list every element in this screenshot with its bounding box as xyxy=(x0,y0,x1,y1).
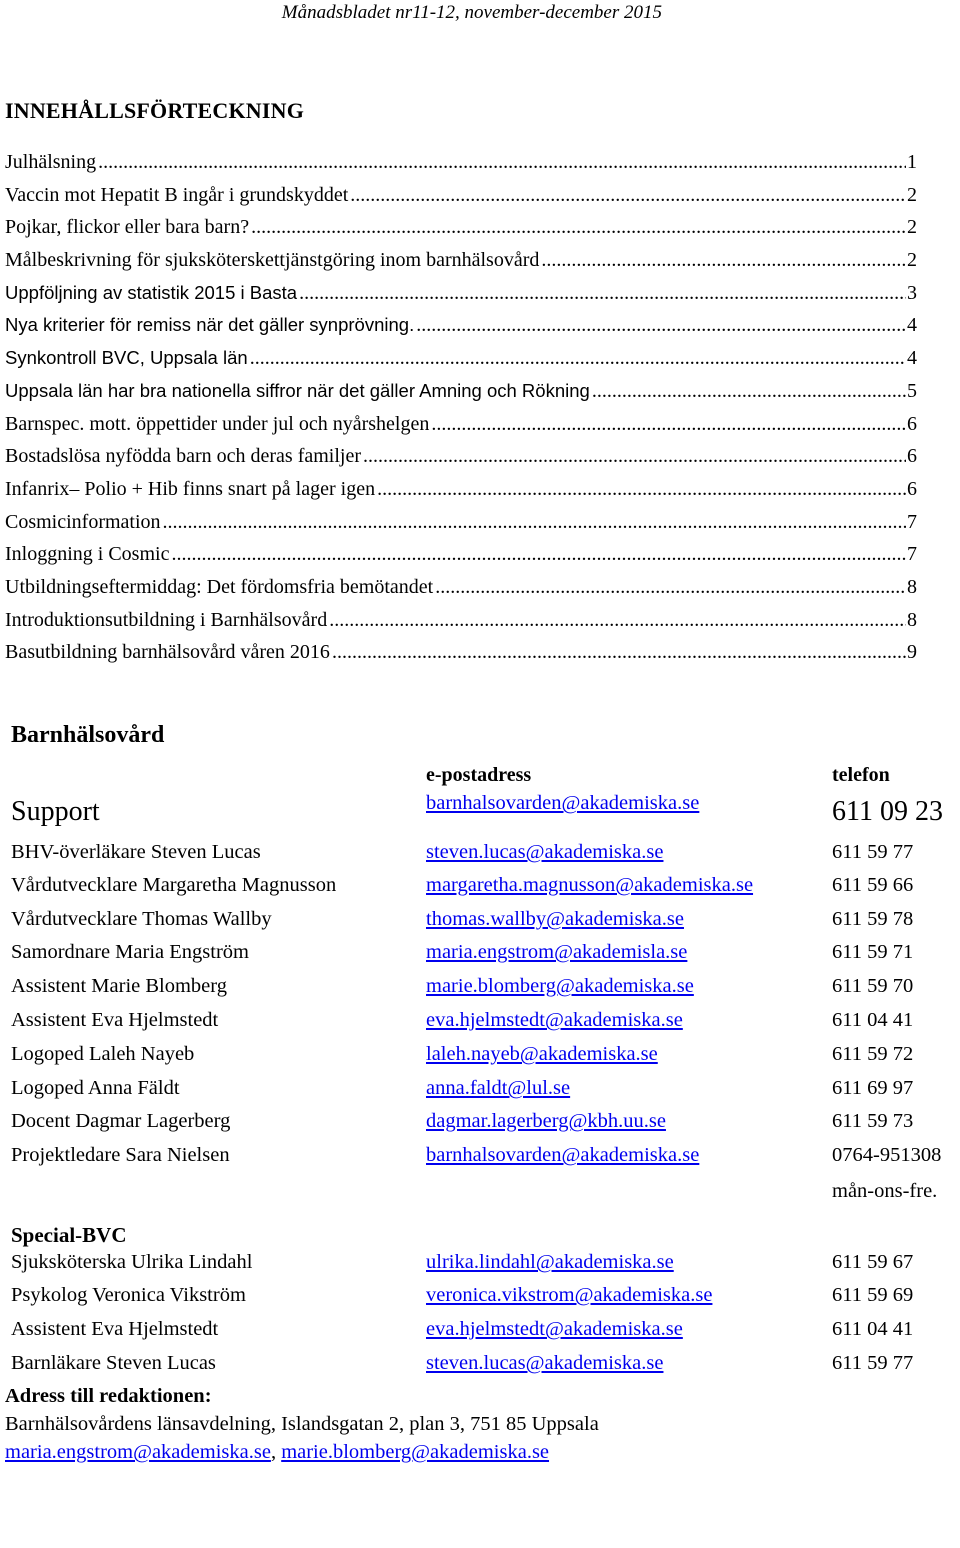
contact-name: Docent Dagmar Lagerberg xyxy=(11,1110,231,1132)
toc-leader xyxy=(98,151,906,174)
contact-name: Assistent Eva Hjelmstedt xyxy=(11,1009,219,1031)
toc-leader xyxy=(250,347,906,370)
toc-title: INNEHÅLLSFÖRTECKNING xyxy=(5,98,305,123)
contact-email-link[interactable]: margaretha.magnusson@akademiska.se xyxy=(426,874,754,896)
toc-item-page: 2 xyxy=(907,183,917,206)
contact-email-link[interactable]: barnhalsovarden@akademiska.se xyxy=(426,792,700,814)
special-contact-row xyxy=(11,1318,960,1351)
contact-email-link[interactable]: steven.lucas@akademiska.se xyxy=(426,841,664,863)
address-title-colon: : xyxy=(204,1385,212,1407)
address-emails xyxy=(5,1441,549,1464)
contact-email-link[interactable]: eva.hjelmstedt@akademiska.se xyxy=(426,1009,683,1031)
toc-item-title: Utbildningseftermiddag: Det fördomsfria bemötandet xyxy=(5,575,434,598)
contact-phone: 611 59 77 xyxy=(832,1352,914,1374)
toc-item-page: 9 xyxy=(907,641,917,664)
contact-name: Vårdutvecklare Margaretha Magnusson xyxy=(11,874,337,896)
toc-item-title: Infanrix– Polio + Hib finns snart på lager igen xyxy=(5,477,376,500)
toc-item[interactable] xyxy=(5,413,917,446)
contact-phone: 611 59 67 xyxy=(832,1251,914,1273)
toc-item-page: 8 xyxy=(907,575,917,598)
toc-item-page: 2 xyxy=(907,249,917,272)
toc-item-title: Bostadslösa nyfödda barn och deras familjer xyxy=(5,445,362,468)
toc-item-page: 5 xyxy=(907,379,917,402)
contact-email-link[interactable]: thomas.wallby@akademiska.se xyxy=(426,908,684,930)
toc-leader xyxy=(541,249,906,272)
toc-item-title: Synkontroll BVC, Uppsala län xyxy=(5,347,248,369)
contact-email-link[interactable]: veronica.vikstrom@akademiska.se xyxy=(426,1284,713,1306)
special-contact-row xyxy=(11,1352,960,1385)
contact-row xyxy=(11,975,960,1008)
toc-item[interactable] xyxy=(5,445,917,478)
contact-email-link[interactable]: dagmar.lagerberg@kbh.uu.se xyxy=(426,1110,666,1132)
toc-item[interactable] xyxy=(5,249,917,282)
contact-row xyxy=(11,1110,960,1143)
contact-phone: 611 59 69 xyxy=(832,1284,914,1306)
email-separator: , xyxy=(270,1441,282,1463)
contact-phone: 0764-951308 xyxy=(832,1144,942,1166)
contact-name: Assistent Eva Hjelmstedt xyxy=(11,1318,219,1340)
contact-phone: 611 04 41 xyxy=(832,1318,914,1340)
toc-item-title: Uppsala län har bra nationella siffror när det gäller Amning och Rökning xyxy=(5,379,590,401)
toc-item[interactable] xyxy=(5,478,917,511)
contact-phone: 611 59 71 xyxy=(832,941,914,963)
contact-row xyxy=(11,841,960,874)
toc-item-page: 6 xyxy=(907,477,917,500)
toc-leader xyxy=(416,314,906,337)
toc-item-title: Barnspec. mott. öppettider under jul och nyårshelgen xyxy=(5,412,430,435)
toc-item-page: 7 xyxy=(907,510,917,533)
contact-name: Logoped Anna Fäldt xyxy=(11,1077,180,1099)
toc-item-page: 7 xyxy=(907,543,917,566)
contact-row xyxy=(11,1144,960,1177)
toc-item-title: Cosmicinformation xyxy=(5,510,161,533)
toc-item-title: Nya kriterier för remiss när det gäller synprövning. xyxy=(5,314,415,336)
toc-item-title: Vaccin mot Hepatit B ingår i grundskyddet xyxy=(5,183,349,206)
table-of-contents xyxy=(5,151,917,674)
contact-name: Support xyxy=(11,796,100,827)
toc-item-title: Pojkar, flickor eller bara barn? xyxy=(5,216,250,239)
contact-email-link[interactable]: marie.blomberg@akademiska.se xyxy=(426,975,694,997)
toc-item-page: 3 xyxy=(907,281,917,304)
email-column-header: e-postadress xyxy=(426,764,532,786)
contact-name: Samordnare Maria Engström xyxy=(11,941,249,963)
contact-row xyxy=(11,1077,960,1110)
contact-row xyxy=(11,908,960,941)
contact-phone: 611 09 23 xyxy=(832,796,943,827)
toc-leader xyxy=(171,543,906,566)
contact-name: Projektledare Sara Nielsen xyxy=(11,1144,230,1166)
special-bvc-title: Special-BVC xyxy=(11,1223,127,1247)
toc-leader xyxy=(329,609,906,632)
contact-row xyxy=(11,1009,960,1042)
address-line: Barnhälsovårdens länsavdelning, Islandsgatan 2, plan 3, 751 85 Uppsala xyxy=(5,1413,599,1435)
special-contact-row xyxy=(11,1284,960,1317)
toc-item-title: Uppföljning av statistik 2015 i Basta xyxy=(5,281,298,303)
toc-item[interactable] xyxy=(5,543,917,576)
toc-item-title: Introduktionsutbildning i Barnhälsovård xyxy=(5,608,328,631)
toc-item-page: 8 xyxy=(907,608,917,631)
toc-leader xyxy=(350,184,906,207)
toc-item[interactable] xyxy=(5,151,917,184)
toc-item-title: Basutbildning barnhälsovård våren 2016 xyxy=(5,641,330,664)
toc-item[interactable] xyxy=(5,511,917,544)
contact-name: Sjuksköterska Ulrika Lindahl xyxy=(11,1251,253,1273)
contact-email-link[interactable]: steven.lucas@akademiska.se xyxy=(426,1352,664,1374)
contact-phone: 611 59 72 xyxy=(832,1043,914,1065)
toc-item-page: 6 xyxy=(907,412,917,435)
availability-note: mån-ons-fre. xyxy=(832,1180,938,1202)
contact-name: Assistent Marie Blomberg xyxy=(11,975,227,997)
editor-email-link[interactable]: maria.engstrom@akademiska.se xyxy=(5,1441,271,1463)
toc-item[interactable] xyxy=(5,347,917,380)
contact-phone: 611 04 41 xyxy=(832,1009,914,1031)
contact-name: Barnläkare Steven Lucas xyxy=(11,1352,216,1374)
toc-leader xyxy=(163,511,906,534)
special-contact-row xyxy=(11,1251,960,1284)
toc-item[interactable] xyxy=(5,184,917,217)
section-title: Barnhälsovård xyxy=(11,722,165,748)
page-header: Månadsbladet nr11-12, november-december 2015 xyxy=(281,2,662,23)
contact-phone: 611 59 78 xyxy=(832,908,914,930)
toc-item-page: 4 xyxy=(907,347,917,370)
toc-leader xyxy=(299,282,906,305)
toc-item-page: 2 xyxy=(907,216,917,239)
toc-item[interactable] xyxy=(5,216,917,249)
contact-phone: 611 59 70 xyxy=(832,975,914,997)
contact-row xyxy=(11,1043,960,1076)
contact-email-link[interactable]: barnhalsovarden@akademiska.se xyxy=(426,1144,700,1166)
toc-item[interactable] xyxy=(5,314,917,347)
editor-email-link[interactable]: marie.blomberg@akademiska.se xyxy=(281,1441,550,1463)
contact-phone: 611 69 97 xyxy=(832,1077,914,1099)
contact-phone: 611 59 66 xyxy=(832,874,914,896)
contact-name: Logoped Laleh Nayeb xyxy=(11,1043,195,1065)
contact-phone: 611 59 73 xyxy=(832,1110,914,1132)
toc-leader xyxy=(332,641,906,664)
phone-column-header: telefon xyxy=(832,764,890,786)
toc-leader xyxy=(377,478,906,501)
support-row xyxy=(11,792,960,833)
contact-name: BHV-överläkare Steven Lucas xyxy=(11,841,261,863)
toc-item-page: 4 xyxy=(907,314,917,337)
contact-row xyxy=(11,941,960,974)
toc-leader xyxy=(251,216,906,239)
contact-email-link[interactable]: ulrika.lindahl@akademiska.se xyxy=(426,1251,674,1273)
contact-email-link[interactable]: maria.engstrom@akademisla.se xyxy=(426,941,688,963)
contact-email-link[interactable]: laleh.nayeb@akademiska.se xyxy=(426,1043,658,1065)
toc-leader xyxy=(363,445,906,468)
toc-item-title: Julhälsning xyxy=(5,151,97,173)
address-title-text: Adress till redaktionen xyxy=(5,1385,205,1407)
toc-item[interactable] xyxy=(5,641,917,674)
toc-item-page: 6 xyxy=(907,445,917,468)
contact-email-link[interactable]: anna.faldt@lul.se xyxy=(426,1077,571,1099)
toc-item-title: Målbeskrivning för sjuksköterskettjänstgöring inom barnhälsovård xyxy=(5,249,540,272)
toc-leader xyxy=(431,413,906,436)
toc-item[interactable] xyxy=(5,282,917,315)
toc-item-title: Inloggning i Cosmic xyxy=(5,543,170,566)
toc-item-page: 1 xyxy=(907,151,917,173)
toc-leader xyxy=(435,576,906,599)
contact-email-link[interactable]: eva.hjelmstedt@akademiska.se xyxy=(426,1318,683,1340)
contact-name: Psykolog Veronica Vikström xyxy=(11,1284,246,1306)
toc-item[interactable] xyxy=(5,380,917,413)
address-title xyxy=(5,1385,212,1408)
toc-leader xyxy=(592,380,906,403)
toc-item[interactable] xyxy=(5,609,917,642)
contact-name: Vårdutvecklare Thomas Wallby xyxy=(11,908,272,930)
contact-phone: 611 59 77 xyxy=(832,841,914,863)
toc-item[interactable] xyxy=(5,576,917,609)
contact-row xyxy=(11,874,960,907)
